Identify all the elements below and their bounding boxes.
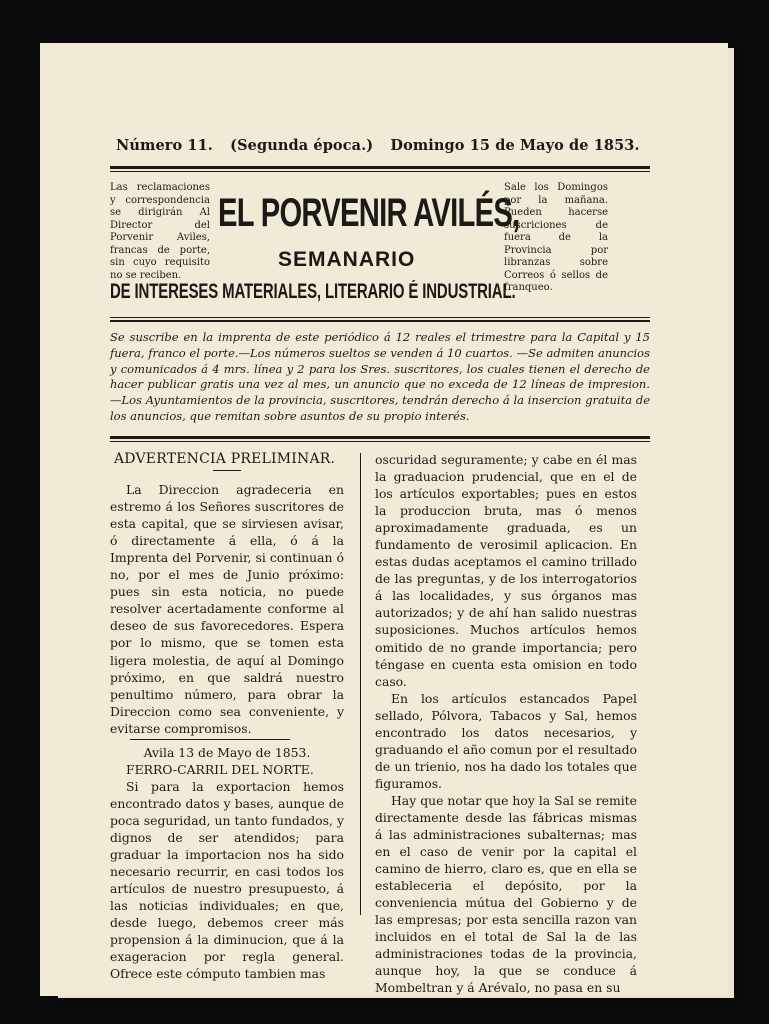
masthead-tagline: DE INTERESES MATERIALES, LITERARIO É INDUSTRIAL. bbox=[110, 280, 516, 303]
column-divider bbox=[360, 453, 361, 915]
article-title: FERRO-CARRIL DEL NORTE. bbox=[126, 761, 314, 777]
publication-notice: Sale los Domingos por la mañana. Pueden hacerse suscriciones de fuera de la Provincia por libranzas sobre Correos ó sellos de franqueo. bbox=[504, 182, 608, 293]
article-paragraph: oscuridad seguramente; y cabe en él mas la graduacion prudencial, que en el de los artículos exportables; pues en estos la produccion bruta, mas ó menos aproximadamente graduada, es un fundamento de verosimil aplicacion. En estas dudas aceptamos el camino trillado de las preguntas, y de los interrogatorios á las localidades, y sus órganos mas autorizados; y de ahí han salido nuestras suposiciones. Muchos artículos hemos omitido de no grande importancia; pero téngase en cuenta esta omision en todo caso. bbox=[375, 452, 637, 689]
body-rule-thin bbox=[110, 441, 650, 442]
masthead-title: EL PORVENIR AVILÉS, bbox=[218, 191, 520, 235]
article-paragraph: Si para la exportacion hemos encontrado datos y bases, aunque de poca seguridad, un tanto fundados, y dignos de ser atendidos; para graduar la importacion nos ha sido necesario recurrir, en casi todos los artículos de nuestro presupuesto, á las noticias individuales; en que, desde luego, debemos creer más propension á la diminucion, que á la exageracion por regla general. Ofrece este cómputo tambien mas bbox=[110, 778, 344, 982]
masthead-rule bbox=[110, 320, 650, 322]
top-rule-thin bbox=[110, 171, 650, 172]
masthead-rule-thin bbox=[110, 317, 650, 318]
right-column bbox=[375, 451, 637, 997]
left-column bbox=[110, 451, 344, 982]
section-rule bbox=[130, 739, 290, 740]
article-paragraph: Hay que notar que hoy la Sal se remite directamente desde las fábricas mismas á las administraciones subalternas; mas en el caso de venir por la capital el camino de hierro, claro es, que en ella se estableceria el depósito, por la conveniencia mútua del Gobierno y de las empresas; por esta sencilla razon van incluidos en el total de Sal la de las administraciones todas de la provincia, aunque hoy, la que se conduce á Mombeltran y á Arévalo, no pasa en su bbox=[375, 792, 637, 996]
issue-epoch: (Segunda época.) bbox=[230, 137, 374, 154]
correspondence-notice: Las reclamaciones y correspondencia se dirigirán Al Director del Porvenir Aviles, francas de porte, sin cuyo requisito no se reciben. bbox=[110, 182, 210, 281]
body-rule bbox=[110, 436, 650, 439]
article-paragraph: En los artículos estancados Papel sellado, Pólvora, Tabacos y Sal, hemos encontrado los datos necesarios, y graduando el año comun por el resultado de un trienio, nos ha dado los totales que figuramos. bbox=[375, 690, 637, 791]
issue-date: Domingo 15 de Mayo de 1853. bbox=[390, 137, 640, 154]
subscription-terms: Se suscribe en la imprenta de este periódico á 12 reales el trimestre para la Capital y 15 fuera, franco el porte.—Los números sueltos se venden á 10 cuartos. —Se admiten anuncios y comunicados á 4 mrs. línea y 2 para los Sres. suscritores, los cuales tienen el derecho de hacer publicar gratis una vez al mes, un anuncio que no exceda de 12 líneas de impresion.—Los Ayuntamientos de la provincia, suscritores, tendrán derecho á la insercion gratuita de los anuncios, que remitan sobre asuntos de su propio interés. bbox=[110, 330, 650, 423]
issue-header bbox=[116, 137, 640, 154]
newspaper-page bbox=[40, 43, 728, 996]
article-dateline: Avila 13 de Mayo de 1853. bbox=[143, 744, 311, 760]
notice-paragraph: La Direccion agradeceria en estremo á los Señores suscritores de esta capital, que se sirviesen avisar, ó directamente á ella, ó á la Imprenta del Porvenir, si continuan ó no, por el mes de Junio próximo: pues sin esta noticia, no puede resolver acertadamente conforme al deseo de sus favorecedores. Espera por lo mismo, que se tomen esta ligera molestia, de aquí al Domingo próximo, en que saldrá nuestro penultimo número, para obrar la Direccion como sea conveniente, y evitarse compromisos. bbox=[110, 482, 344, 736]
masthead-subtitle: SEMANARIO bbox=[278, 248, 416, 271]
issue-number: Número 11. bbox=[116, 137, 213, 154]
notice-heading: ADVERTENCIA PRELIMINAR. bbox=[114, 451, 336, 467]
top-rule bbox=[110, 166, 650, 169]
heading-rule bbox=[213, 470, 241, 471]
